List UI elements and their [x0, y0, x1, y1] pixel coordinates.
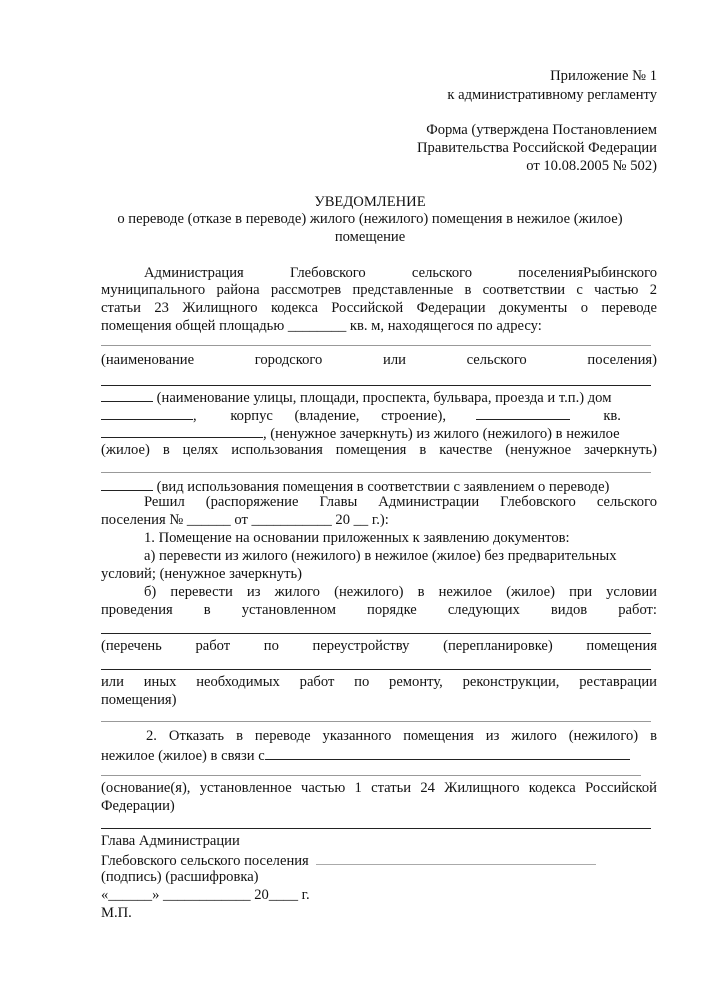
item-2-line-2	[101, 746, 657, 765]
document-subtitle-2: помещение	[334, 229, 406, 245]
item-2-line-1: 2. Отказать в переводе указанного помещения из жилого (нежилого) в	[146, 728, 657, 744]
address-street-label: (наименование улицы, площади, проспекта, бульвара, проезда и т.п.) дом	[156, 390, 612, 406]
blank-field	[101, 406, 193, 420]
decision-line-2: поселения № ______ от ___________ 20 __ г.):	[101, 512, 389, 528]
blank-field	[476, 406, 570, 420]
blank-line	[101, 828, 651, 829]
item-1a-line-1: а) перевести из жилого (нежилого) в нежилое (жилое) без предварительных	[144, 548, 617, 564]
purpose-line: (жилое) в целях использования помещения в качестве (ненужное зачеркнуть)	[101, 442, 657, 458]
item-1a-line-2: условий; (ненужное зачеркнуть)	[101, 566, 302, 582]
address-building-line	[101, 406, 657, 425]
basis-line-2: Федерации)	[101, 798, 175, 814]
decision-line-1: Решил (распоряжение Главы Администрации Глебовского сельского	[144, 494, 657, 510]
conversion-line	[101, 424, 657, 443]
seal-placeholder: М.П.	[101, 905, 132, 921]
form-approval-line-2: Правительства Российской Федерации	[417, 140, 657, 156]
document-title: УВЕДОМЛЕНИЕ	[314, 194, 426, 210]
paragraph-1-line-1: Администрация Глебовского сельского поселенияРыбинского	[144, 265, 657, 281]
blank-line	[101, 345, 651, 346]
item-1: 1. Помещение на основании приложенных к заявлению документов:	[144, 530, 570, 546]
blank-line	[101, 775, 641, 776]
blank-line	[101, 385, 651, 386]
address-settlement-label: (наименование городского или сельского поселения)	[101, 352, 657, 368]
document-subtitle-1: о переводе (отказе в переводе) жилого (нежилого) помещения в нежилое (жилое)	[117, 211, 623, 227]
signature-blank	[316, 851, 596, 865]
blank-line	[101, 633, 651, 634]
blank-line	[101, 721, 651, 722]
works-line-3: помещения)	[101, 692, 177, 708]
blank-field	[265, 746, 630, 760]
address-street-line	[101, 388, 657, 407]
signature-title-2-line	[101, 851, 657, 870]
paragraph-1-line-3: статьи 23 Жилищного кодекса Российской Федерации документы о переводе	[101, 300, 657, 316]
item-1b-line-1: б) перевести из жилого (нежилого) в нежилое (жилое) при условии	[144, 584, 657, 600]
item-2-label: нежилое (жилое) в связи с	[101, 748, 265, 764]
blank-line	[101, 669, 651, 670]
blank-field	[101, 424, 263, 438]
appendix-reference: к административному регламенту	[447, 87, 657, 103]
address-building-label: корпус (владение, строение),	[230, 408, 446, 424]
works-line-2: или иных необходимых работ по ремонту, реконструкции, реставрации	[101, 674, 657, 690]
signature-caption: (подпись) (расшифровка)	[101, 869, 259, 885]
form-approval-line-3: от 10.08.2005 № 502)	[526, 158, 657, 174]
works-line-1: (перечень работ по переустройству (перепланировке) помещения	[101, 638, 657, 654]
form-approval-line-1: Форма (утверждена Постановлением	[426, 122, 657, 138]
paragraph-1-line-2: муниципального района рассмотрев представленные в соответствии с частью 2	[101, 282, 657, 298]
blank-field	[101, 388, 153, 402]
signature-title-2: Глебовского сельского поселения	[101, 853, 309, 869]
paragraph-1-line-4: помещения общей площадью ________ кв. м, находящегося по адресу:	[101, 318, 542, 334]
blank-line	[101, 472, 651, 473]
basis-line-1: (основание(я), установленное частью 1 статьи 24 Жилищного кодекса Российской	[101, 780, 657, 796]
signature-date: «______» ____________ 20____ г.	[101, 887, 310, 903]
blank-field	[101, 477, 153, 491]
conversion-label: , (ненужное зачеркнуть) из жилого (нежилого) в нежилое	[263, 426, 620, 442]
appendix-number: Приложение № 1	[550, 68, 657, 84]
use-type-label: (вид использования помещения в соответствии с заявлением о переводе)	[156, 479, 610, 495]
item-1b-line-2: проведения в установленном порядке следующих видов работ:	[101, 602, 657, 618]
signature-title-1: Глава Администрации	[101, 833, 240, 849]
comma: ,	[193, 408, 197, 424]
address-apt-label: кв.	[603, 408, 621, 424]
